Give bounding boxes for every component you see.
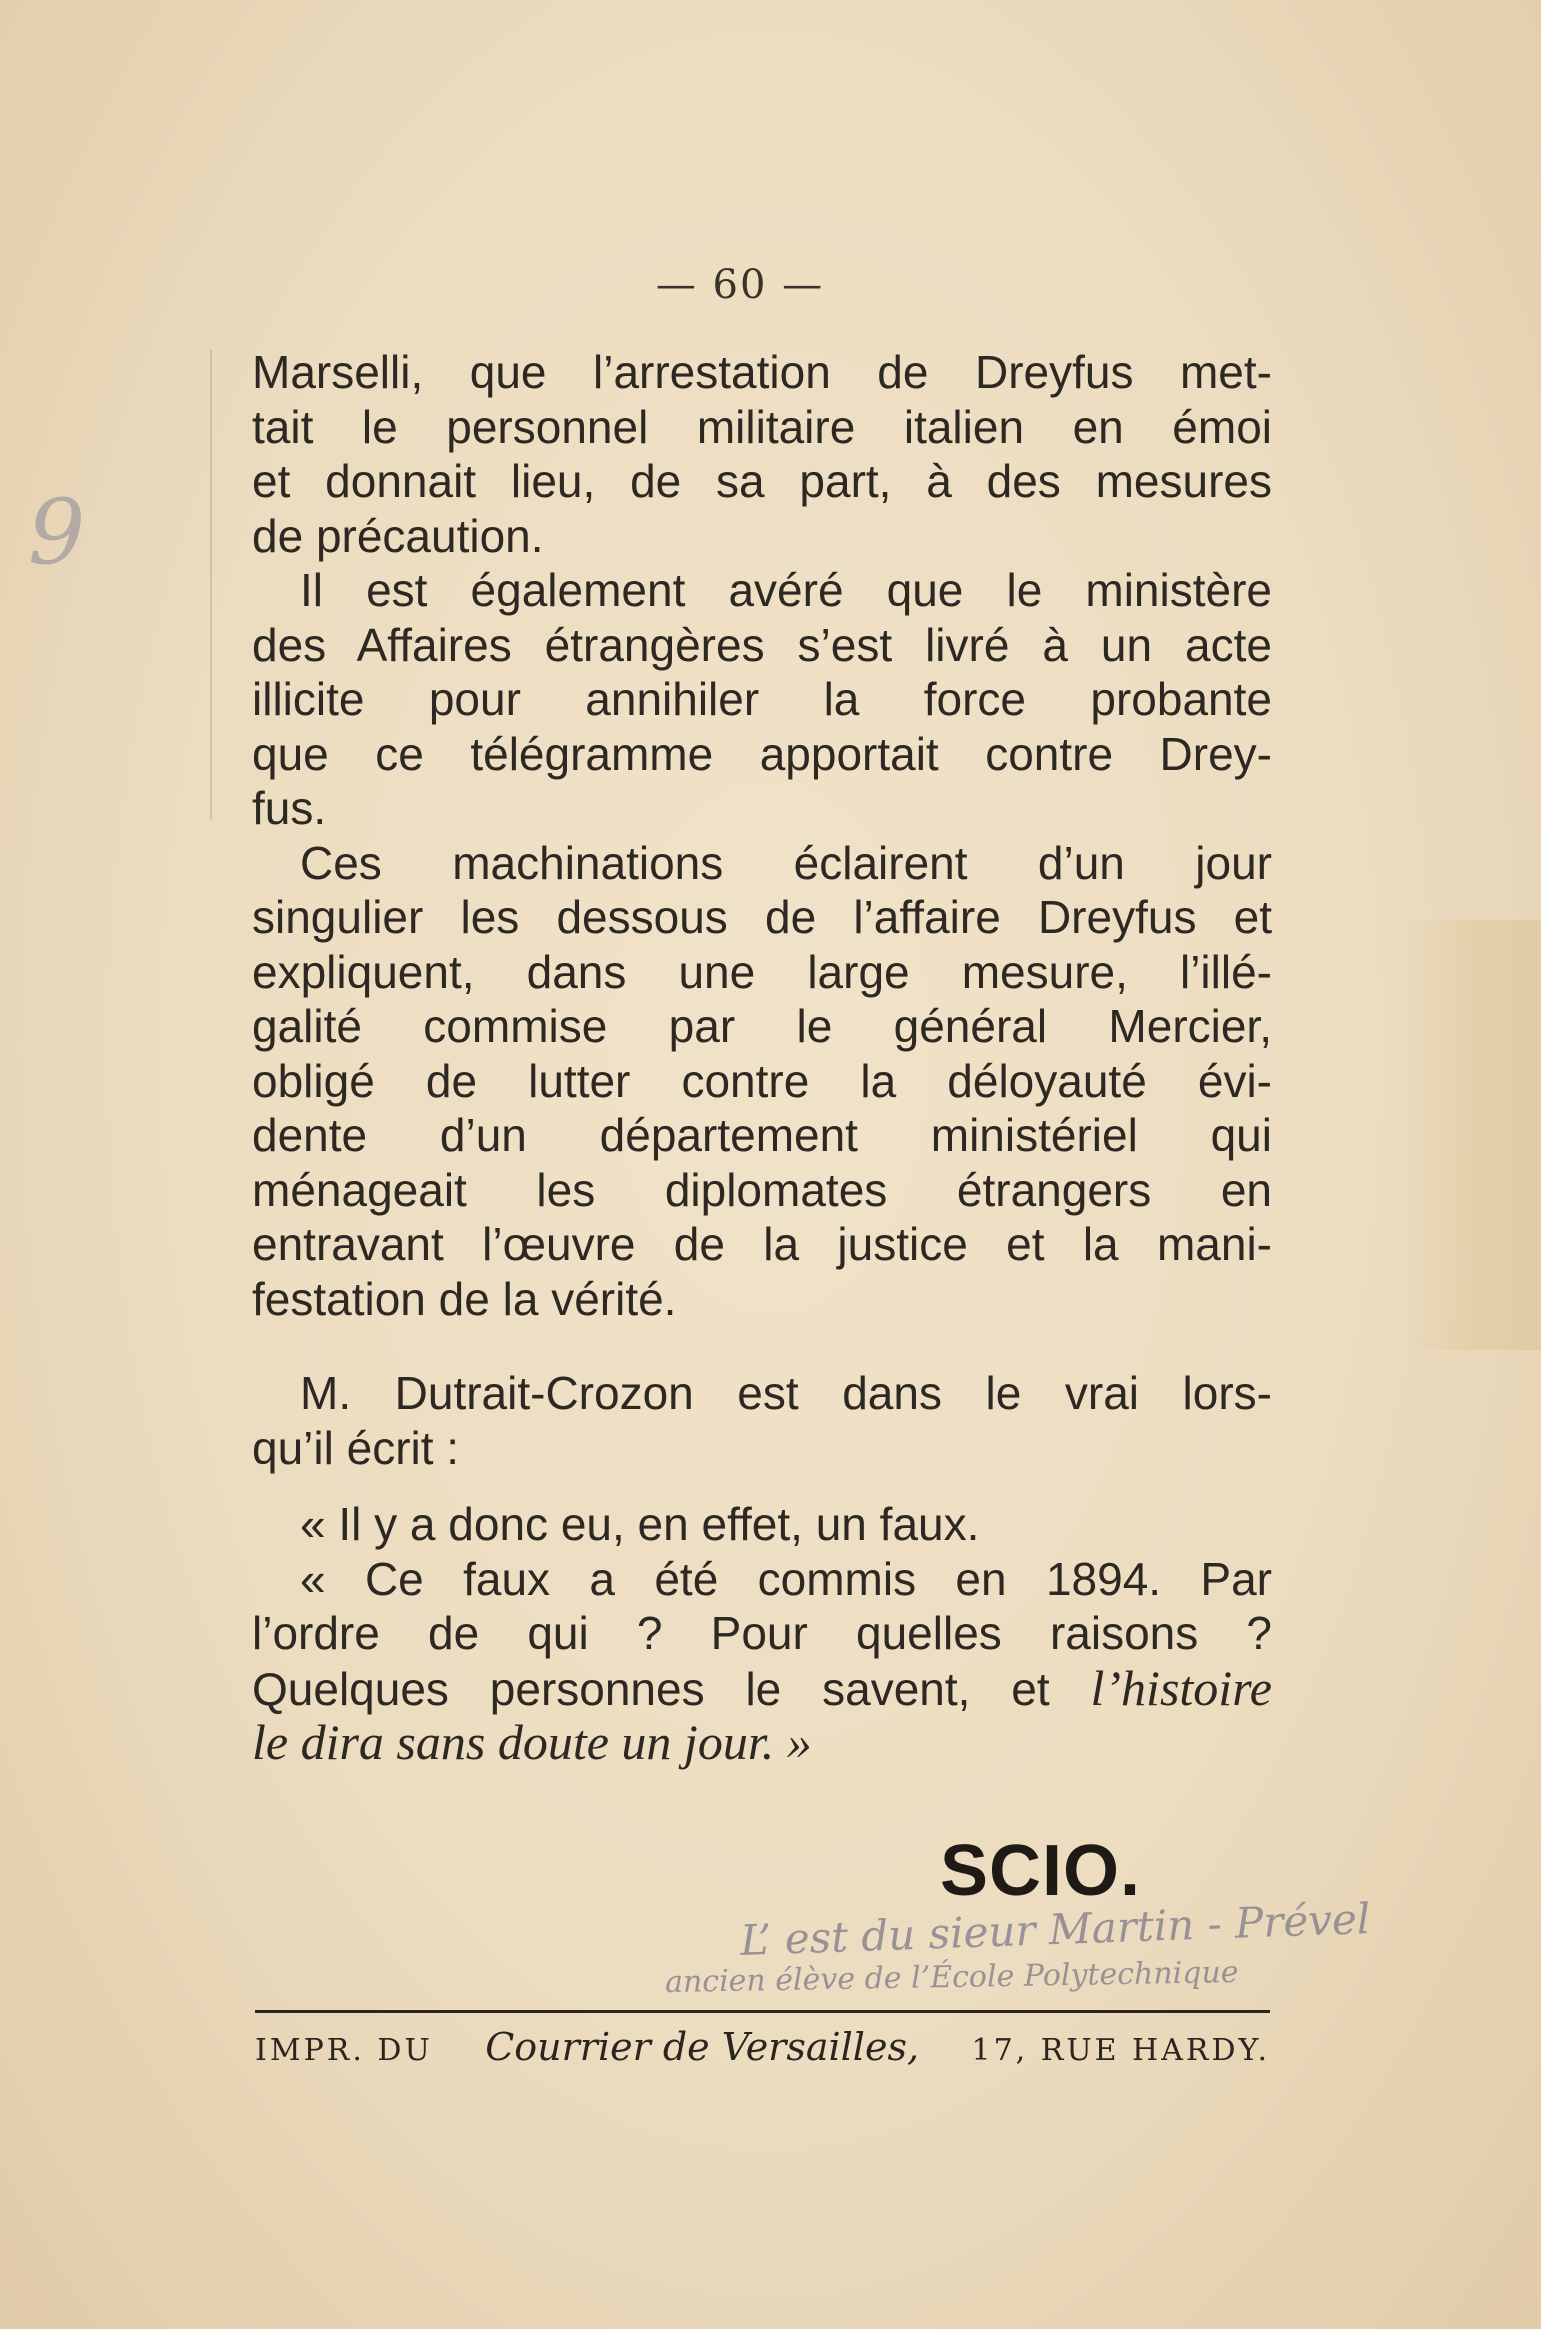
quote-line-italic: l’histoire bbox=[1090, 1659, 1272, 1716]
imprint-newspaper: Courrier de Versailles, bbox=[485, 2025, 920, 2069]
imprint-prefix: IMPR. DU bbox=[255, 2033, 433, 2068]
quote-line bbox=[252, 1715, 1272, 1770]
text-line: galité commise par le général Mercier, bbox=[252, 1000, 1272, 1052]
imprint-rule bbox=[255, 2010, 1270, 2013]
page-number: — 60 — bbox=[655, 262, 825, 308]
text-line: obligé de lutter contre la déloyauté évi- bbox=[252, 1054, 1272, 1107]
margin-edge-line bbox=[210, 350, 212, 820]
paragraph-gap bbox=[252, 1475, 1272, 1497]
text-line: ménageait les diplomates étrangers en bbox=[252, 1163, 1272, 1216]
text-line: qu’il écrit : bbox=[252, 1421, 460, 1474]
quote-line: l’ordre de qui ? Pour quelles raisons ? bbox=[252, 1607, 1272, 1659]
imprint-address: 17, RUE HARDY. bbox=[971, 2033, 1270, 2068]
handwritten-line: L’ est du sieur Martin - Prével bbox=[739, 1894, 1372, 1965]
text-line: Il est également avéré que le ministère bbox=[300, 564, 1272, 616]
quote-line-roman: Quelques personnes le savent, et bbox=[252, 1662, 1091, 1715]
paper-stain bbox=[1401, 920, 1541, 1350]
text-line: expliquent, dans une large mesure, l’illé- bbox=[252, 945, 1272, 998]
text-line: singulier les dessous de l’affaire Dreyfus et bbox=[252, 891, 1272, 943]
text-line: Ces machinations éclairent d’un jour bbox=[300, 836, 1272, 889]
printer-imprint bbox=[255, 2025, 1270, 2069]
quote-line bbox=[252, 1661, 1272, 1716]
text-line: M. Dutrait-Crozon est dans le vrai lors- bbox=[300, 1367, 1272, 1419]
body-text bbox=[252, 345, 1272, 1770]
text-line: entravant l’œuvre de la justice et la mani- bbox=[252, 1218, 1272, 1270]
quote-line: « Ce faux a été commis en 1894. Par bbox=[300, 1552, 1272, 1605]
text-line: fus. bbox=[252, 782, 327, 834]
text-line: et donnait lieu, de sa part, à des mesures bbox=[252, 455, 1272, 507]
handwritten-note bbox=[664, 1894, 1520, 2015]
text-line: illicite pour annihiler la force probante bbox=[252, 673, 1272, 725]
text-line: des Affaires étrangères s’est livré à un acte bbox=[252, 618, 1272, 671]
quote-line-italic: le dira sans doute un jour. » bbox=[252, 1714, 812, 1770]
signature: SCIO. bbox=[940, 1831, 1142, 1911]
text-line: tait le personnel militaire italien en émoi bbox=[252, 400, 1272, 453]
text-line: dente d’un département ministériel qui bbox=[252, 1109, 1272, 1161]
text-line: de précaution. bbox=[252, 509, 544, 562]
text-line: festation de la vérité. bbox=[252, 1272, 677, 1325]
quote-line: « Il y a donc eu, en effet, un faux. bbox=[300, 1498, 980, 1550]
text-line: Marselli, que l’arrestation de Dreyfus met- bbox=[252, 346, 1272, 398]
handwritten-line: ancien élève de l’École Polytechnique bbox=[664, 1954, 1239, 2001]
paragraph-gap bbox=[252, 1326, 1272, 1366]
margin-pencil-mark: 9 bbox=[28, 480, 86, 585]
text-line: que ce télégramme apportait contre Drey- bbox=[252, 727, 1272, 780]
